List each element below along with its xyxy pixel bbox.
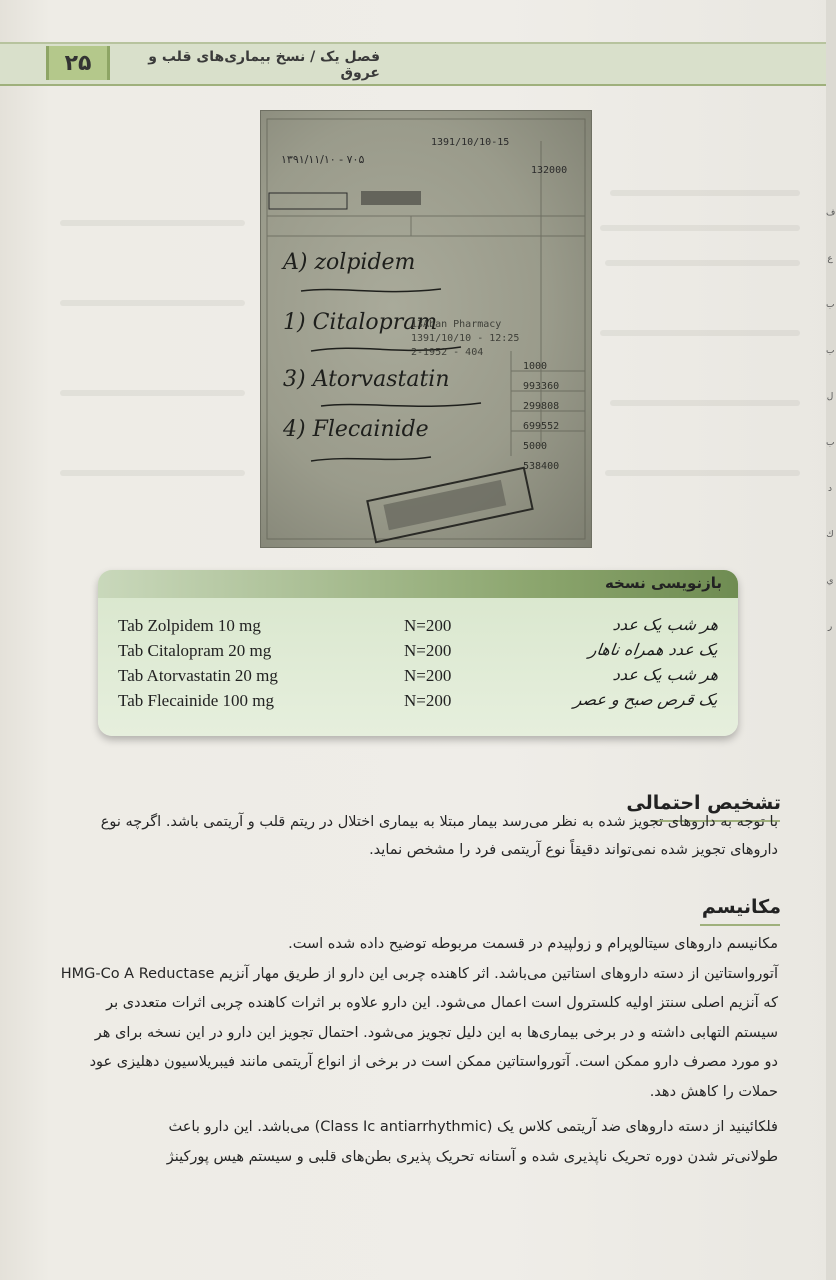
text-line: حملات را کاهش دهد. — [649, 1083, 778, 1100]
photo-amount-row: 299808 — [523, 401, 560, 412]
edge-char: د — [827, 484, 832, 494]
drug-instruction: یک قرص صبح و عصر — [573, 690, 720, 709]
running-head: فصل یک / نسخ بیماری‌های قلب و عروق — [148, 49, 380, 81]
edge-char: ب — [826, 438, 835, 448]
bleed-through-line — [600, 330, 800, 336]
photo-amount-row: 5000 — [523, 441, 548, 452]
photo-drug-2: 1) Citalopram — [283, 310, 438, 335]
adjacent-page-edge-text — [826, 190, 834, 650]
photo-amount-row: 538400 — [523, 461, 560, 472]
drug-quantity: N=200 — [404, 616, 452, 635]
mechanism-paragraph — [58, 930, 778, 1172]
drug-name: Tab Atorvastatin 20 mg — [118, 666, 278, 685]
diagnosis-paragraph — [58, 808, 778, 864]
prescription-photo — [260, 110, 592, 548]
photo-amount-row: 993360 — [523, 381, 560, 392]
bleed-through-line — [610, 400, 800, 406]
bleed-through-line — [60, 300, 245, 306]
drug-name: Tab Zolpidem 10 mg — [118, 616, 261, 635]
bleed-through-line — [600, 225, 800, 231]
photo-pharmacy-code: 2-1952 - 404 — [411, 347, 484, 358]
bleed-through-line — [60, 470, 245, 476]
drug-instruction: یک عدد همراه ناهار — [587, 640, 720, 659]
edge-char: ل — [826, 392, 834, 402]
edge-char: ع — [827, 254, 833, 264]
photo-date-text: 1391/10/10-15 — [431, 137, 510, 148]
photo-amount: 132000 — [531, 165, 568, 176]
bleed-through-line — [605, 470, 800, 476]
rx-box-title: بازنویسی نسخه — [604, 574, 722, 592]
edge-char: ف — [826, 208, 836, 218]
drug-quantity: N=200 — [404, 691, 452, 710]
edge-char: ب — [826, 346, 835, 356]
text-line: طولانی‌تر شدن دوره تحریک ناپذیری شده و آستانه تحریک پذیری بطن‌های قلبی و سیستم هیس پورکینژ — [166, 1148, 778, 1165]
edge-char: ب — [826, 300, 835, 310]
photo-drug-3: 3) Atorvastatin — [283, 367, 450, 392]
text-line: فلکائینید از دسته داروهای ضد آریتمی کلاس یک (Class Ic antiarrhythmic) می‌باشد. این دارو باعث — [168, 1119, 778, 1135]
drug-name: Tab Citalopram 20 mg — [118, 641, 272, 660]
photo-amount-row: 1000 — [523, 361, 548, 372]
bleed-through-line — [60, 390, 245, 396]
section-underline — [700, 924, 780, 926]
text-line: با توجه به داروهای تجویز شده به نظر می‌رسد بیمار مبتلا به بیماری اختلال در ریتم قلب و آریتمی باشد. اگرچه نوع — [100, 814, 778, 830]
page-number: ۲۵ — [46, 46, 110, 80]
photo-pharmacy-date: 1391/10/10 - 12:25 — [411, 333, 520, 344]
edge-char: ك — [826, 530, 834, 540]
text-line: داروهای تجویز شده نمی‌تواند دقیقاً نوع آریتمی فرد را مشخص نماید. — [369, 842, 778, 858]
bleed-through-line — [60, 220, 245, 226]
drug-instruction: هر شب یک عدد — [611, 615, 720, 634]
drug-quantity: N=200 — [404, 641, 452, 660]
text-line: که آنزیم اصلی سنتز اولیه کلسترول است اعمال می‌شود. این دارو علاوه بر اثرات کاهنده چربی اثرات متعددی بر — [106, 995, 778, 1011]
text-line: مکانیسم داروهای سیتالوپرام و زولپیدم در قسمت مربوطه توضیح داده شده است. — [288, 936, 778, 952]
drug-row — [118, 691, 718, 716]
rewritten-prescription-box — [98, 570, 738, 736]
bleed-through-line — [610, 190, 800, 196]
drug-name: Tab Flecainide 100 mg — [118, 691, 275, 710]
prescription-photo-drawing — [261, 111, 591, 547]
edge-char: ر — [827, 622, 833, 632]
photo-pharmacy: 13Aban Pharmacy — [411, 319, 502, 330]
photo-amount-row: 699552 — [523, 421, 560, 432]
text-line: سیستم التهابی داشته و در برخی بیماری‌ها به این دلیل تجویز می‌شود. احتمال تجویز این دارو در این نسخه برای هر — [94, 1024, 778, 1041]
drug-row — [118, 666, 718, 691]
drug-row — [118, 641, 718, 666]
photo-drug-4: 4) Flecainide — [283, 417, 429, 442]
photo-line-2: ۱۳۹۱/۱۱/۱۰ - ۷۰۵ — [281, 153, 365, 166]
edge-char: ي — [826, 576, 834, 586]
section-title-diagnosis: تشخیص احتمالی — [626, 792, 781, 814]
drug-row — [118, 616, 718, 641]
drug-quantity: N=200 — [404, 666, 452, 685]
section-title-mechanism: مکانیسم — [701, 896, 781, 918]
drug-instruction: هر شب یک عدد — [611, 665, 720, 684]
photo-drug-1: A) zolpidem — [283, 250, 416, 275]
bleed-through-line — [605, 260, 800, 266]
text-line: آتورواستاتین از دسته داروهای استاتین می‌باشد. اثر کاهنده چربی این دارو از طریق مهار آنزیم HMG-Co A Reductase — [60, 965, 778, 982]
text-line: دو مورد مصرف دارو ممکن است. آتورواستاتین ممکن است در برخی از انواع آریتمی مانند فیبریلاسیون دهلیزی عود — [89, 1054, 778, 1070]
